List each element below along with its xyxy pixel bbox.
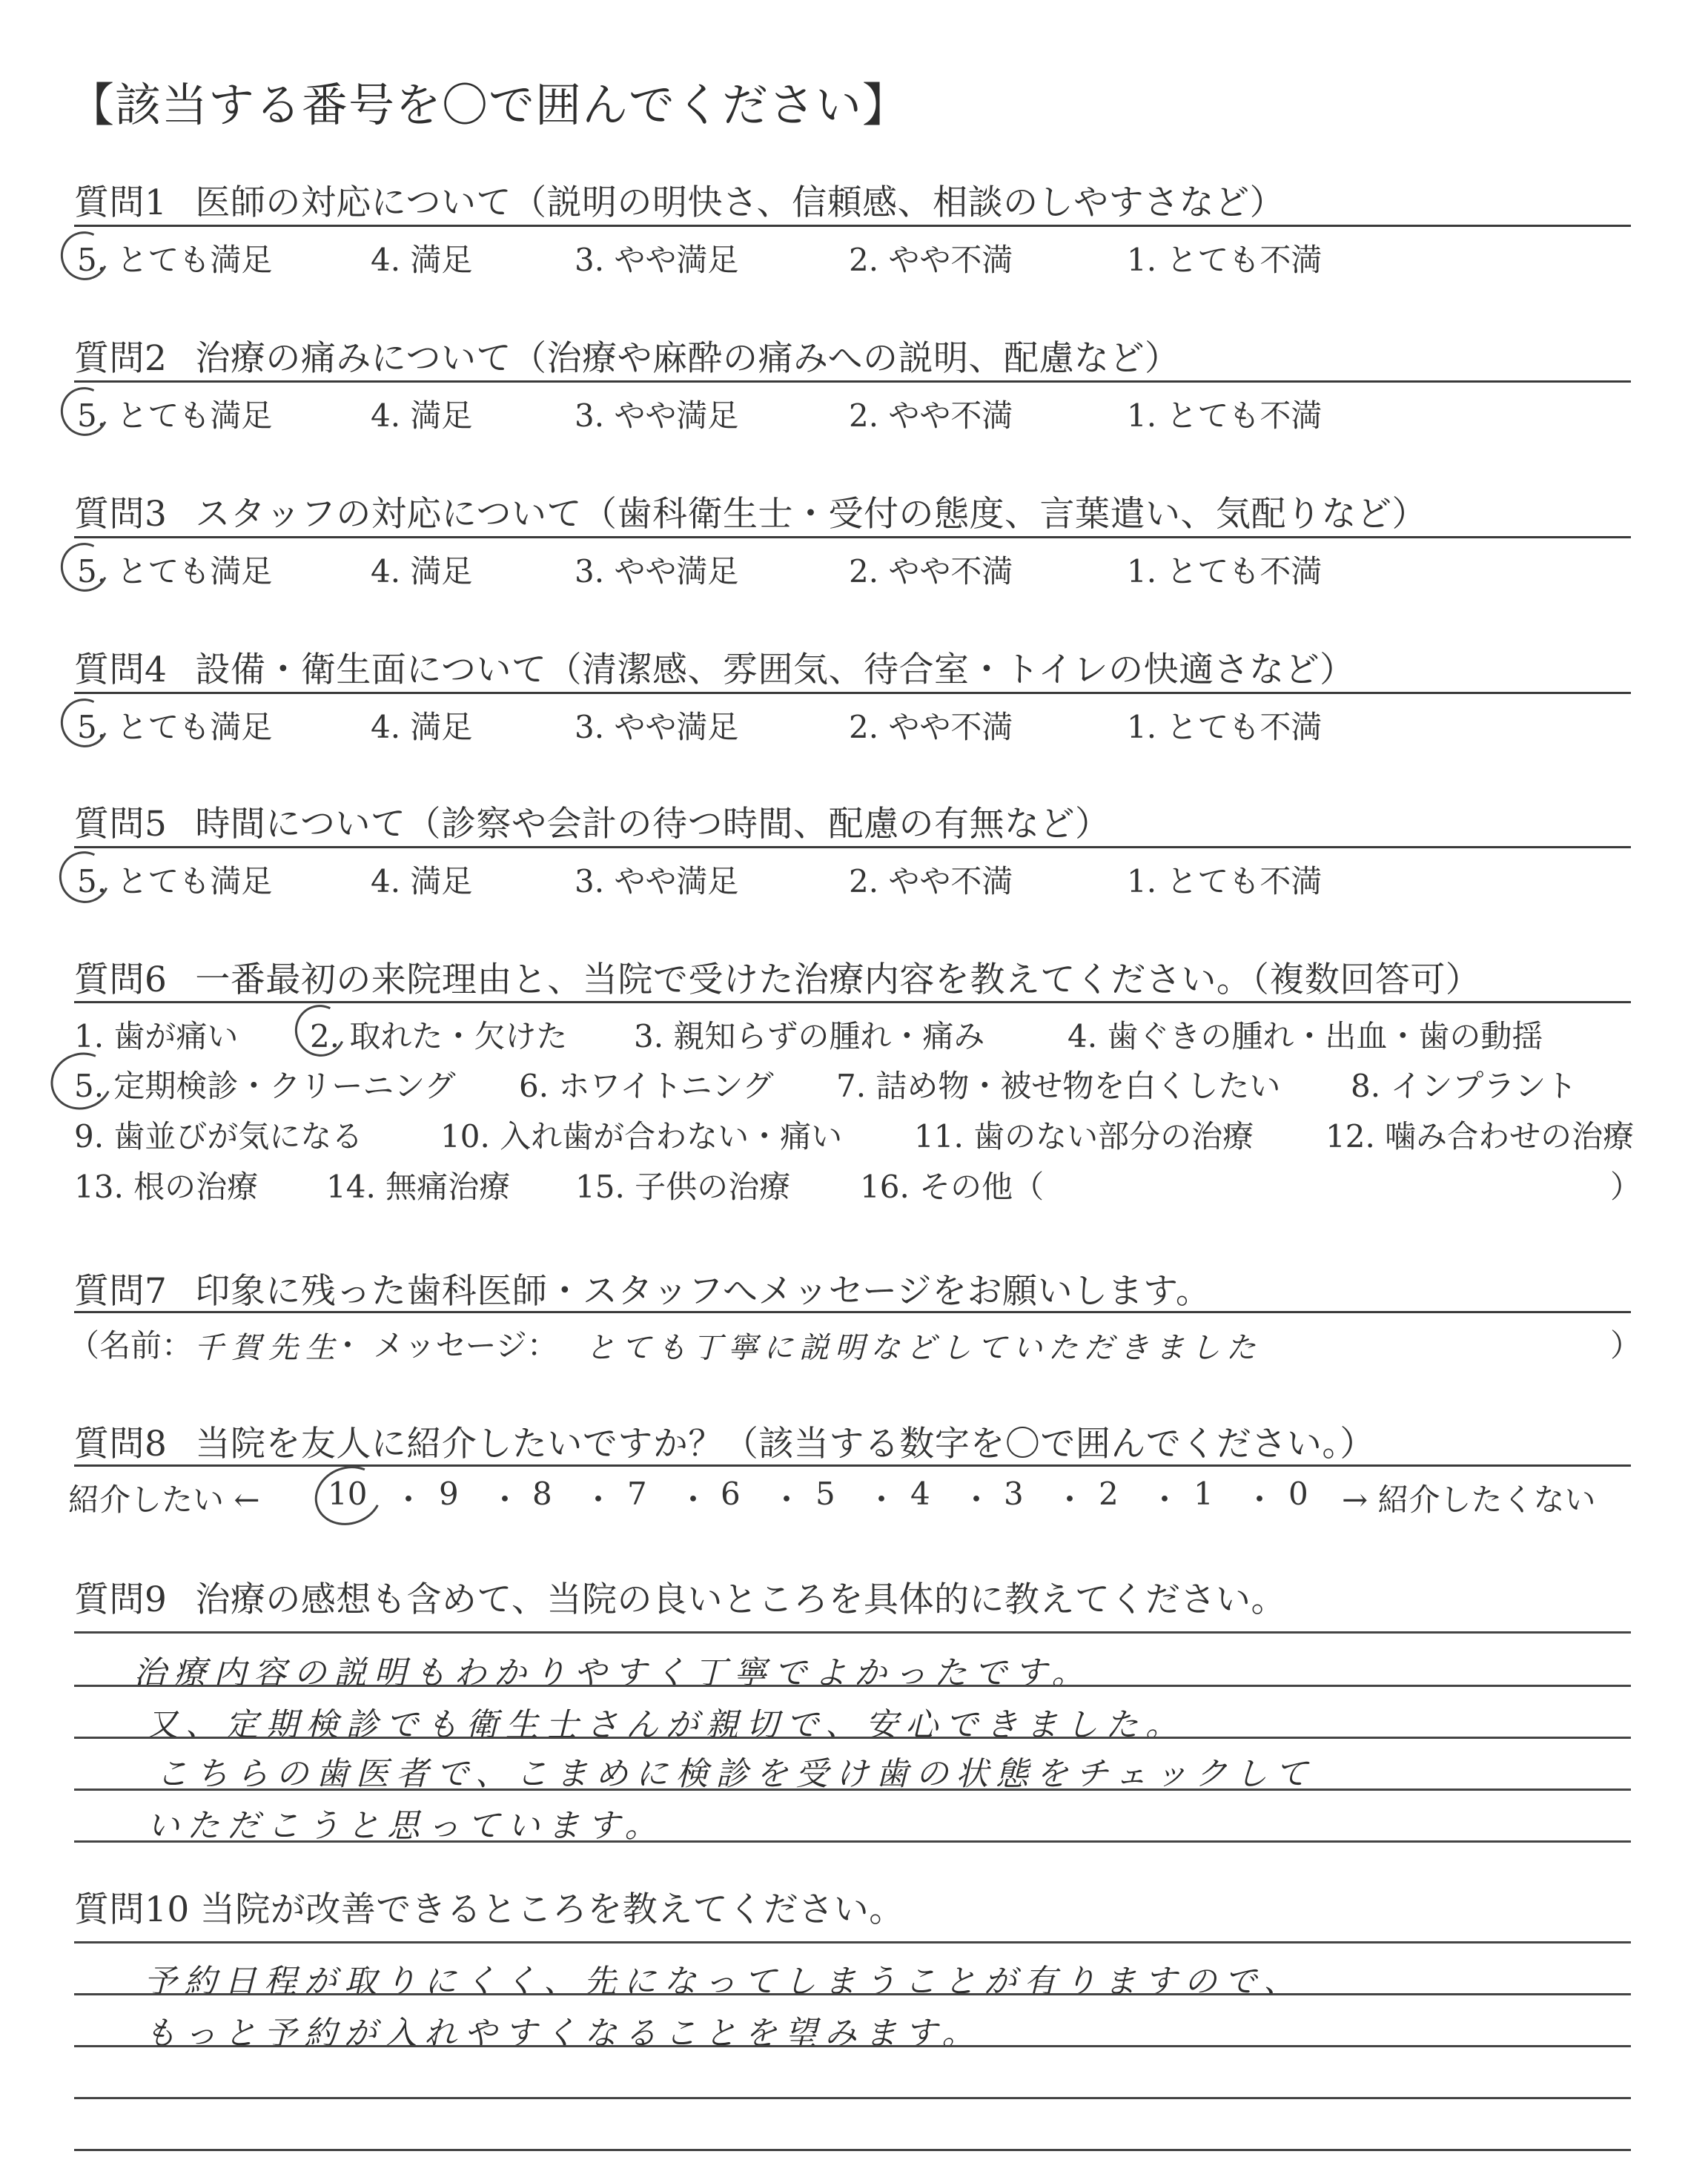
q6-option-2[interactable]: 2. 取れた・欠けた <box>310 1018 568 1054</box>
recommend-right-label: → 紹介したくない <box>1342 1482 1596 1518</box>
q4-option-4[interactable]: 4. 満足 <box>371 709 473 745</box>
q2-option-1[interactable]: 1. とても不満 <box>1127 397 1323 434</box>
question-text: 治療の感想も含めて、当院の良いところを具体的に教えてください。 <box>195 1579 1286 1620</box>
question-3 <box>74 486 1427 536</box>
divider <box>74 692 1631 694</box>
q3-option-3[interactable]: 3. やや満足 <box>575 553 739 589</box>
q9-answer-line-3[interactable]: こちらの歯医者で、こまめに検診を受け歯の状態をチェックして <box>156 1755 1315 1793</box>
question-8 <box>74 1416 1375 1466</box>
scale-4[interactable]: 4 <box>910 1476 930 1512</box>
q3-option-5[interactable]: 5. とても満足 <box>77 553 273 589</box>
divider <box>74 1001 1631 1003</box>
scale-6[interactable]: 6 <box>721 1476 741 1512</box>
dot: ・ <box>489 1482 521 1518</box>
q2-option-4[interactable]: 4. 満足 <box>371 397 473 434</box>
q3-option-4[interactable]: 4. 満足 <box>371 553 473 589</box>
q5-option-4[interactable]: 4. 満足 <box>371 863 473 899</box>
scale-0[interactable]: 0 <box>1288 1476 1308 1512</box>
question-text: 当院を友人に紹介したいですか？（該当する数字を〇で囲んでください。） <box>195 1424 1375 1464</box>
scale-7[interactable]: 7 <box>627 1476 647 1512</box>
q1-option-1[interactable]: 1. とても不満 <box>1127 242 1323 278</box>
page-title: 【該当する番号を〇で囲んでください】 <box>68 78 910 132</box>
question-7 <box>74 1264 1211 1313</box>
writing-line <box>74 2045 1631 2047</box>
dot: ・ <box>1244 1482 1276 1518</box>
dot: ・ <box>1054 1482 1086 1518</box>
q9-answer-line-4[interactable]: いただこうと思っています。 <box>147 1807 665 1845</box>
q4-option-2[interactable]: 2. やや不満 <box>849 709 1013 745</box>
q5-option-1[interactable]: 1. とても不満 <box>1127 863 1323 899</box>
q2-option-5[interactable]: 5. とても満足 <box>77 397 273 434</box>
q3-option-1[interactable]: 1. とても不満 <box>1127 553 1323 589</box>
q4-option-1[interactable]: 1. とても不満 <box>1127 709 1323 745</box>
question-text: 治療の痛みについて（治療や麻酔の痛みへの説明、配慮など） <box>195 338 1180 379</box>
q6-option-7[interactable]: 7. 詰め物・被せ物を白くしたい <box>836 1068 1281 1104</box>
q7-message-label: ・ メッセージ： <box>332 1327 558 1364</box>
question-6 <box>74 952 1480 1002</box>
question-text: 当院が改善できるところを教えてください。 <box>199 1889 904 1930</box>
q9-answer-line-1[interactable]: 治療内容の説明もわかりやすく丁寧でよかったです。 <box>133 1654 1092 1692</box>
q1-option-5[interactable]: 5. とても満足 <box>77 242 273 278</box>
q3-option-2[interactable]: 2. やや不満 <box>849 553 1013 589</box>
question-text: 一番最初の来院理由と、当院で受けた治療内容を教えてください。（複数回答可） <box>195 960 1481 1000</box>
question-5 <box>74 796 1110 846</box>
writing-line <box>74 1993 1631 1995</box>
q7-handwritten-message[interactable]: とても丁寧に説明などしていただきました <box>586 1331 1262 1365</box>
question-number: 質問2 <box>74 338 168 379</box>
q6-option-3[interactable]: 3. 親知らずの腫れ・痛み <box>634 1018 985 1054</box>
question-number: 質問1 <box>74 182 168 223</box>
q7-handwritten-name[interactable]: 千賀先生 <box>194 1331 342 1365</box>
scale-5[interactable]: 5 <box>815 1476 835 1512</box>
q6-option-12[interactable]: 12. 噛み合わせの治療 <box>1325 1118 1635 1155</box>
q5-option-5[interactable]: 5. とても満足 <box>77 863 273 899</box>
question-1 <box>74 175 1285 225</box>
writing-line <box>74 1685 1631 1687</box>
dot: ・ <box>1149 1482 1181 1518</box>
q6-option-4[interactable]: 4. 歯ぐきの腫れ・出血・歯の動揺 <box>1068 1018 1543 1054</box>
divider <box>74 380 1631 383</box>
scale-3[interactable]: 3 <box>1004 1476 1024 1512</box>
question-number: 質問6 <box>74 960 168 1000</box>
divider <box>74 225 1631 227</box>
q10-answer-line-2[interactable]: もっと予約が入れやすくなることを望みます。 <box>144 2015 982 2052</box>
q6-option-13[interactable]: 13. 根の治療 <box>74 1169 259 1205</box>
q1-option-2[interactable]: 2. やや不満 <box>849 242 1013 278</box>
writing-line <box>74 1789 1631 1791</box>
question-4 <box>74 642 1355 692</box>
scale-1[interactable]: 1 <box>1194 1476 1214 1512</box>
question-number: 質問5 <box>74 804 168 845</box>
dot: ・ <box>583 1482 615 1518</box>
dot: ・ <box>771 1482 803 1518</box>
q9-answer-line-2[interactable]: 又、定期検診でも衛生士さんが親切で、安心できました。 <box>145 1706 1186 1744</box>
writing-line <box>74 1631 1631 1634</box>
q4-option-5[interactable]: 5. とても満足 <box>77 709 273 745</box>
recommend-left-label: 紹介したい ← <box>68 1482 260 1518</box>
question-text: 時間について（診察や会計の待つ時間、配慮の有無など） <box>195 804 1110 845</box>
question-number: 質問7 <box>74 1271 168 1312</box>
q7-name-label: （名前： <box>68 1327 193 1364</box>
dot: ・ <box>678 1482 709 1518</box>
writing-line <box>74 2149 1631 2151</box>
q6-option-8[interactable]: 8. インプラント <box>1351 1068 1578 1104</box>
q6-option-9[interactable]: 9. 歯並びが気になる <box>74 1118 363 1155</box>
q6-option-14[interactable]: 14. 無痛治療 <box>326 1169 511 1205</box>
question-number: 質問9 <box>74 1579 168 1620</box>
question-number: 質問10 <box>74 1889 190 1930</box>
question-text: 印象に残った歯科医師・スタッフへメッセージをお願いします。 <box>195 1271 1211 1312</box>
writing-line <box>74 1737 1631 1739</box>
q2-option-2[interactable]: 2. やや不満 <box>849 397 1013 434</box>
q1-option-4[interactable]: 4. 満足 <box>371 242 473 278</box>
q6-other-close-paren: ） <box>1610 1169 1642 1205</box>
q10-answer-line-1[interactable]: 予約日程が取りにくく、先になってしまうことが有りますので、 <box>144 1963 1304 2001</box>
q1-option-3[interactable]: 3. やや満足 <box>575 242 739 278</box>
question-number: 質問3 <box>74 494 168 535</box>
writing-line <box>74 1840 1631 1843</box>
writing-line <box>74 1941 1631 1943</box>
question-number: 質問4 <box>74 650 168 690</box>
question-text: スタッフの対応について（歯科衛生士・受付の態度、言葉遣い、気配りなど） <box>195 494 1427 535</box>
scale-10[interactable]: 10 <box>328 1476 368 1512</box>
scale-9[interactable]: 9 <box>439 1476 459 1512</box>
question-10 <box>74 1882 904 1932</box>
q6-option-16[interactable]: 16. その他（ <box>860 1169 1045 1205</box>
divider <box>74 1464 1631 1467</box>
question-2 <box>74 331 1180 380</box>
divider <box>74 536 1631 538</box>
divider <box>74 846 1631 848</box>
dot: ・ <box>866 1482 898 1518</box>
dot: ・ <box>961 1482 993 1518</box>
scale-8[interactable]: 8 <box>532 1476 552 1512</box>
question-text: 医師の対応について（説明の明快さ、信頼感、相談のしやすさなど） <box>195 182 1285 223</box>
q7-close-paren: ） <box>1610 1327 1642 1364</box>
scale-2[interactable]: 2 <box>1099 1476 1119 1512</box>
q5-option-2[interactable]: 2. やや不満 <box>849 863 1013 899</box>
question-number: 質問8 <box>74 1424 168 1464</box>
q6-option-10[interactable]: 10. 入れ歯が合わない・痛い <box>440 1118 843 1155</box>
divider <box>74 1311 1631 1313</box>
q6-option-6[interactable]: 6. ホワイトニング <box>519 1068 774 1104</box>
q6-option-11[interactable]: 11. 歯のない部分の治療 <box>914 1118 1254 1155</box>
dot: ・ <box>393 1482 425 1518</box>
q6-option-1[interactable]: 1. 歯が痛い <box>74 1018 239 1054</box>
q5-option-3[interactable]: 3. やや満足 <box>575 863 739 899</box>
q4-option-3[interactable]: 3. やや満足 <box>575 709 739 745</box>
q6-option-15[interactable]: 15. 子供の治療 <box>575 1169 791 1205</box>
question-9 <box>74 1572 1286 1622</box>
q6-option-5[interactable]: 5. 定期検診・クリーニング <box>74 1068 456 1104</box>
question-text: 設備・衛生面について（清潔感、雰囲気、待合室・トイレの快適さなど） <box>195 650 1355 690</box>
hand-drawn-circle <box>306 1457 390 1535</box>
q2-option-3[interactable]: 3. やや満足 <box>575 397 739 434</box>
writing-line <box>74 2097 1631 2099</box>
